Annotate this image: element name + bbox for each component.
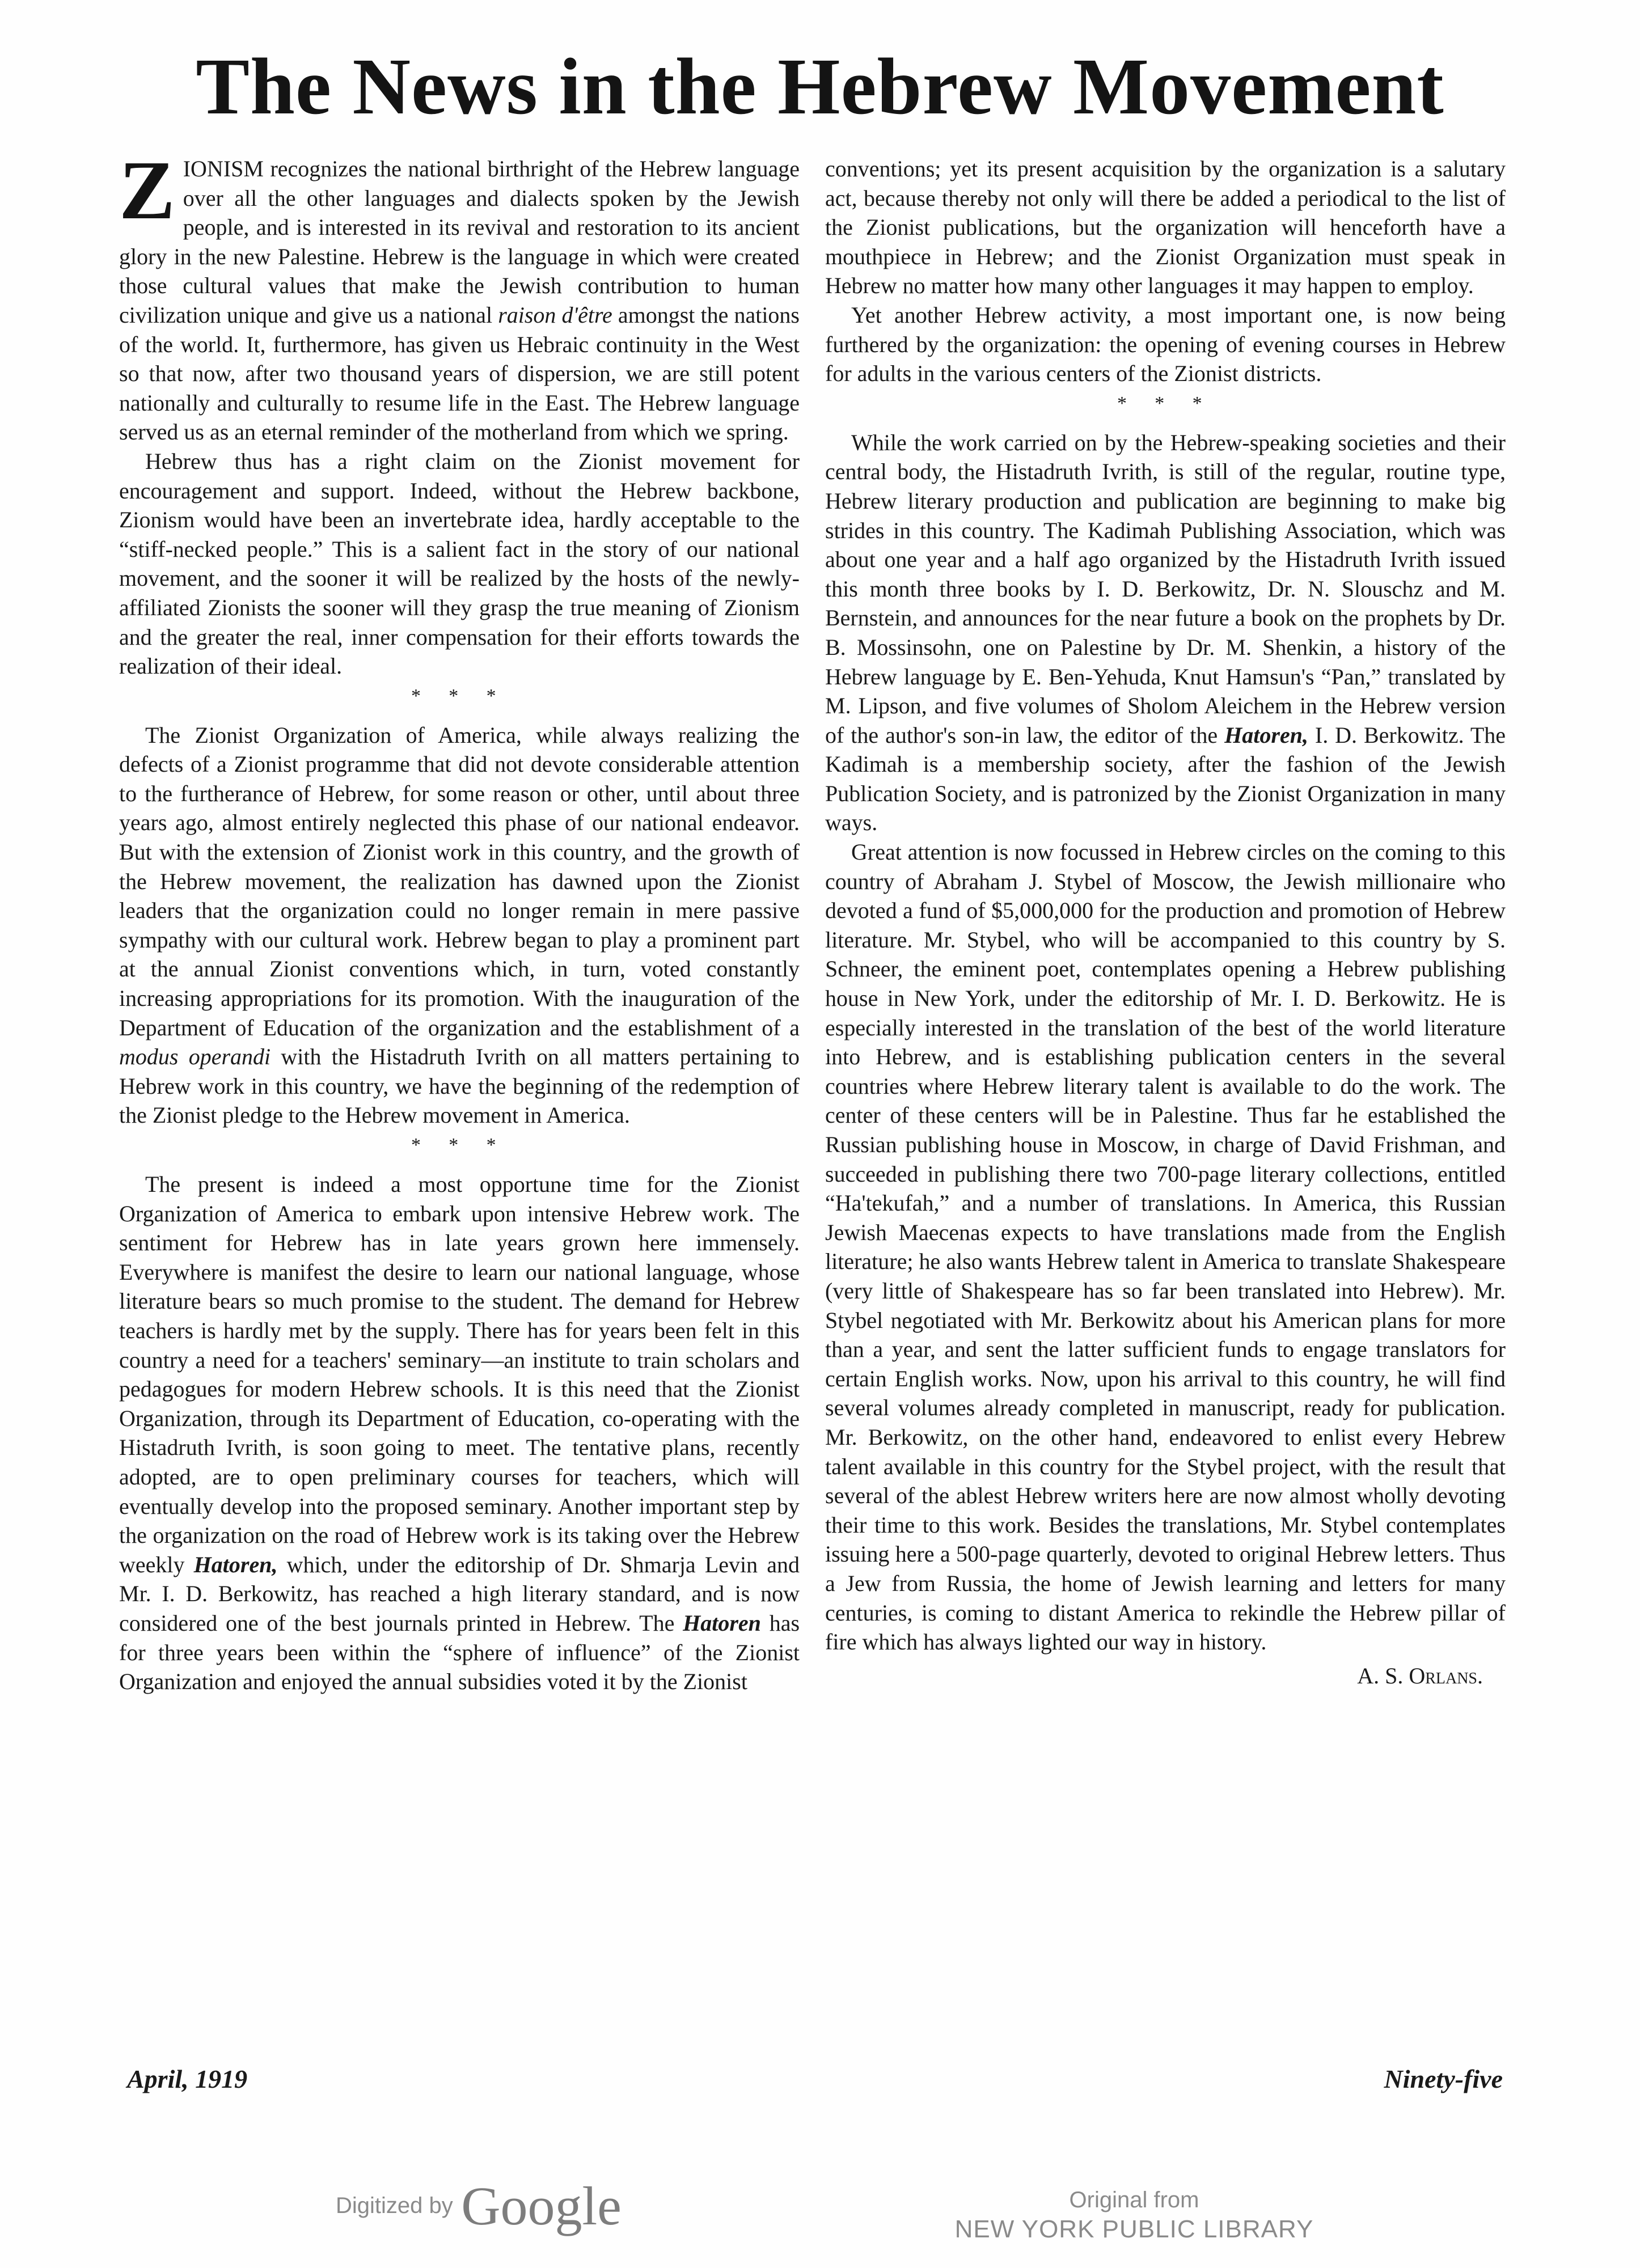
paragraph-1: [119, 144, 800, 447]
issue-date: April, 1919: [127, 2064, 248, 2093]
section-separator: * * *: [411, 685, 508, 706]
italic-title: Hatoren: [683, 1610, 761, 1636]
paragraph-5: conventions; yet its present acquisition by the organization is a salutary act, because thereby not only will there be added a periodical to the list of the Zionist publications, but the organization will henceforth have a mouthpiece in Hebrew; and the Zionist Organization must speak in Hebrew no matter how many other languages it may happen to employ.: [825, 156, 1506, 299]
paragraph-4: [119, 1170, 800, 1696]
paragraph-4-text: The present is indeed a most opportune time for the Zionist Organization of America to embark upon intensive Hebrew work. The sentiment for Hebrew has in late years grown here immensely. Everywhere is manifest the desire to learn our national language, whose literature bears so much promise to the student. The demand for Hebrew teachers is hardly met by the supply. There has for years been felt in this country a need for a teachers' seminary—an institute to train scholars and pedagogues for modern Hebrew schools. It is this need that the Zionist Organization, through its Department of Education, co-operating with the Histadruth Ivrith, is soon going to meet. The tentative plans, recently adopted, are to open preliminary courses for teachers, which will eventually develop into the proposed seminary. Another important step by the organization on the road of Hebrew work is its taking over the Hebrew weekly: [119, 1171, 800, 1577]
right-column: [825, 154, 1506, 1690]
paragraph-7: [825, 428, 1506, 837]
paragraph-4-end: has for three years been within the “sphere of influence” of the Zionist Organization and enjoyed the annual subsidies voted it by the Zionist: [119, 1610, 800, 1695]
section-separator: * * *: [1117, 392, 1214, 414]
google-logo: Google: [461, 2176, 622, 2236]
paragraph-1-text: IONISM recognizes the national birthright of the Hebrew language over all the other languages and dialects spoken by the Jewish people, and is interested in its revival and restoration to its ancient glory in the new Palestine. Hebrew is the language in which were created those cultural values that make the Jewish contribution to human civilization unique and give us a national: [119, 156, 800, 328]
digitized-by-label: Digitized by: [336, 2193, 453, 2218]
italic-title: Hatoren,: [1224, 722, 1308, 748]
paragraph-7-text: While the work carried on by the Hebrew-speaking societies and their central body, the Histadruth Ivrith, is still of the regular, routine type, Hebrew literary production and publication are beginning to make big strides in this country. The Kadimah Publishing Association, which was about one year and a half ago organized by the Histadruth Ivrith issued this month three books by I. D. Berkowitz, Dr. N. Slouschz and M. Bernstein, and announces for the near future a book on the prophets by Dr. B. Mossinsohn, one on Palestine by Dr. M. Shenkin, a history of the Hebrew language by E. Ben-Yehuda, Knut Hamsun's “Pan,” translated by M. Lipson, and five volumes of Sholom Aleichem in the Hebrew version of the author's son-in law, the editor of the: [825, 429, 1506, 748]
article-title: The News in the Hebrew Movement: [196, 41, 1444, 131]
paragraph-3: [119, 721, 800, 1130]
paragraph-6: Yet another Hebrew activity, a most important one, is now being furthered by the organization: the opening of evening courses in Hebrew for adults in the various centers of the Zionist districts.: [825, 302, 1506, 387]
page-number: Ninety-five: [1384, 2064, 1503, 2093]
italic-phrase: raison d'être: [498, 302, 612, 328]
paragraph-2: Hebrew thus has a right claim on the Zionist movement for encouragement and support. Indeed, without the Hebrew backbone, Zionism would have been an invertebrate idea, hardly acceptable to the “stiff-necked people.” This is a salient fact in the story of our national movement, and the sooner it will be realized by the hosts of the newly-affiliated Zionists the sooner will they grasp the true meaning of Zionism and the greater the real, inner compensation for their efforts towards the realization of their ideal.: [119, 448, 800, 679]
paragraph-3-text: The Zionist Organization of America, while always realizing the defects of a Zionist programme that did not devote considerable attention to the furtherance of Hebrew, for some reason or other, until about three years ago, almost entirely neglected this phase of our national endeavor. But with the extension of Zionist work in this country, and the growth of the Hebrew movement, the realization has dawned upon the Zionist leaders that the organization could no longer remain in mere passive sympathy with our cultural work. Hebrew began to play a prominent part at the annual Zionist conventions which, in turn, voted constantly increasing appropriations for its promotion. With the inauguration of the Department of Education of the organization and the establishment of a: [119, 722, 800, 1040]
drop-cap: Z: [119, 144, 175, 237]
italic-title: Hatoren,: [193, 1551, 278, 1577]
section-separator: * * *: [411, 1135, 508, 1156]
library-name: NEW YORK PUBLIC LIBRARY: [954, 2215, 1314, 2243]
paragraph-7-end: I. D. Berkowitz. The Kadimah is a membership society, after the fashion of the Jewish Publication Society, and is patronized by the Zionist Organization in many ways.: [825, 722, 1506, 836]
digitized-by-watermark: [336, 2174, 622, 2237]
paragraph-1-end: amongst the nations of the world. It, furthermore, has given us Hebraic continuity in the West so that now, after two thousand years of dispersion, we are still potent nationally and culturally to resume life in the East. The Hebrew language served us as an eternal reminder of the motherland from which we spring.: [119, 302, 800, 445]
original-source-watermark: [919, 2186, 1350, 2245]
author-signature: A. S. Orlans.: [1357, 1662, 1483, 1689]
original-from-label: Original from: [1069, 2187, 1199, 2212]
paragraph-8: Great attention is now focussed in Hebrew circles on the coming to this country of Abraham J. Stybel of Moscow, the Jewish millionaire who devoted a fund of $5,000,000 for the production and promotion of Hebrew literature. Mr. Stybel, who will be accompanied to this country by S. Schneer, the eminent poet, contemplates opening a Hebrew publishing house in New York, under the editorship of Mr. I. D. Berkowitz. He is especially interested in the translation of the best of the world literature into Hebrew, and is establishing publication centers in the several countries where Hebrew literary talent is available to do the work. The center of these centers will be in Palestine. Thus far he established the Russian publishing house in Moscow, in charge of David Frishman, and succeeded in publishing there two 700-page literary collections, entitled “Ha'tekufah,” and a number of translations. In America, this Russian Jewish Maecenas expects to have translations made from the English literature; he also wants Hebrew talent in America to translate Shakespeare (very little of Shakespeare has so far been translated into Hebrew). Mr. Stybel negotiated with Mr. Berkowitz about his American plans for more than a year, and sent the latter sufficient funds to engage translators for certain English works. Now, upon his arrival to this country, he will find several volumes already completed in manuscript, ready for publication. Mr. Berkowitz, on the other hand, endeavored to enlist every Hebrew talent available in this country for the Stybel project, with the result that several of the ablest Hebrew writers here are now almost wholly devoting their time to this work. Besides the translations, Mr. Stybel contemplates issuing here a 500-page quarterly, devoted to original Hebrew letters. Thus a Jew from Russia, the home of Jewish learning and letters for many centuries, is coming to distant America to rekindle the Hebrew pillar of fire which has always lighted our way in history.: [825, 839, 1506, 1655]
paragraph-3-end: with the Histadruth Ivrith on all matters pertaining to Hebrew work in this country, we have the beginning of the redemption of the Zionist pledge to the Hebrew movement in America.: [119, 1044, 800, 1128]
italic-phrase: modus operandi: [119, 1044, 271, 1070]
left-column: [119, 144, 800, 1696]
paragraph-4-mid: which, under the editorship of Dr. Shmarja Levin and Mr. I. D. Berkowitz, has reached a high literary standard, and is now considered one of the best journals printed in Hebrew. The: [119, 1551, 800, 1636]
